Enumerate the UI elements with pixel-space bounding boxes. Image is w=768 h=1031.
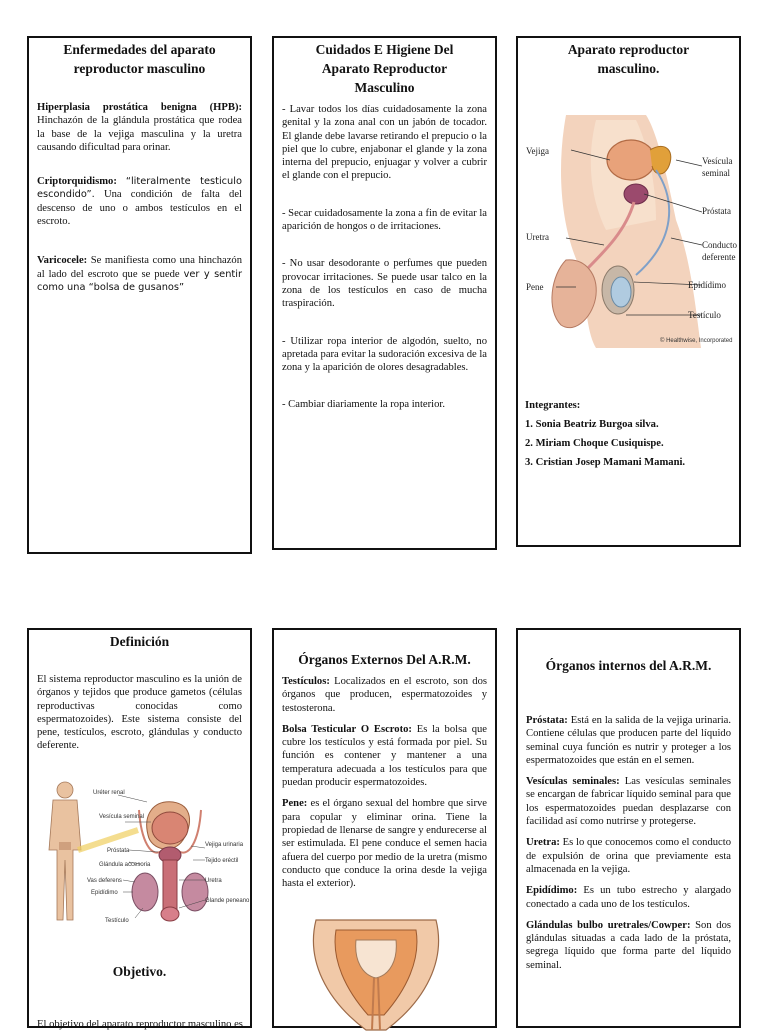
- label-testiculo: Testículo: [688, 310, 721, 320]
- cuidado-item: - Lavar todos los días cuidadosamente la zona genital y la zona anal con un jabón de tocador. El glande debe lavarse retirando el prepucio o la piel que lo cubre, enjabonar el glande y la zona interna del prepucio, enjuagar y volver a cubrir el glande con el prepucio.: [282, 104, 487, 182]
- anatomy-side-illustration: [526, 110, 736, 350]
- organ-item: [526, 714, 731, 767]
- member-item: 3. Cristian Josep Mamani Mamani.: [525, 457, 686, 468]
- member-item: 1. Sonia Beatriz Burgoa silva.: [525, 419, 659, 430]
- objetivo-text: El objetivo del aparato reproductor masculino es: [37, 1019, 243, 1030]
- panel-definicion: [27, 628, 252, 1028]
- organ-term: Testículos:: [282, 676, 330, 687]
- organ-item: [282, 723, 487, 789]
- objetivo-title: Objetivo.: [112, 964, 167, 979]
- label-vejiga: Vejiga: [526, 146, 549, 156]
- panel-enfermedades: [27, 36, 252, 554]
- label-vas: Vas deferens: [87, 878, 122, 884]
- cripto-text: Una condición de falta del descenso de uno o ambos testículos en el escroto.: [37, 189, 242, 228]
- anatomy-front-illustration: [43, 780, 250, 932]
- hpb-paragraph: [37, 101, 242, 154]
- cripto-quote: “literalmente testiculo escondido”.: [37, 176, 242, 201]
- varicocele-paragraph: [37, 254, 242, 294]
- organ-term: Glándulas bulbo uretrales/Cowper:: [526, 919, 691, 931]
- organ-term: Pene:: [282, 798, 308, 810]
- panel-title: Definición: [109, 634, 170, 649]
- organ-item: [526, 919, 731, 972]
- organ-term: Próstata:: [526, 715, 568, 726]
- organ-text: Es un tubo estrecho y alargado conectado a cada uno de los testículos.: [526, 885, 731, 910]
- bladder-icon: [607, 140, 655, 180]
- label-glandulas: Glándula accesoria: [99, 862, 151, 868]
- image-credit: © Healthwise, Incorporated: [660, 338, 733, 344]
- organ-term: Uretra:: [526, 837, 560, 849]
- label-uretra: Uretra: [205, 878, 222, 884]
- varicocele-term: Varicocele:: [37, 255, 88, 267]
- pelvis-illustration: [306, 920, 446, 1030]
- panel-cuidados: [272, 36, 497, 550]
- panel-title: Órganos internos del A.R.M.: [545, 658, 712, 673]
- label-glande: Glande peneano: [205, 898, 250, 904]
- cripto-term: Criptorquidismo:: [37, 176, 117, 188]
- label-vesicula: Vesícula seminal: [99, 814, 145, 820]
- label-epididimo: Epidídimo: [91, 890, 118, 896]
- label-seminal: seminal: [702, 168, 730, 178]
- panel-title: Órganos Externos Del A.R.M.: [298, 652, 471, 667]
- organ-text: Localizados en el escroto, son dos órganos que producen, espermatozoides y testosterona.: [282, 676, 487, 714]
- organ-text: Son dos glándulas situadas a cada lado de la próstata, segrega líquido que forma parte del líquido seminal.: [526, 919, 731, 971]
- label-tejido: Tejido eréctil: [205, 858, 239, 864]
- label-prostata: Próstata: [107, 848, 130, 854]
- organ-text: Está en la salida de la vejiga urinaria. Contiene células que producen parte del líquido seminal cuya función es nutrir y proteger a los espermatozoides que están en el semen.: [526, 715, 731, 766]
- definicion-text: El sistema reproductor masculino es la unión de órganos y tejidos que produce gametos (células reproductivas conocidas como espermatozoides). Este sistema consiste del pene, testículos, escroto, glándulas y conducto deferente.: [37, 674, 242, 752]
- organ-item: [282, 797, 487, 890]
- organ-text: Es la bolsa que cubre los testículos y está formada por piel. Su función es contener y mantener a una temperatura adecuada a los testículos para que puedan producir espermatozoides.: [282, 723, 487, 789]
- panel-aparato: [516, 36, 741, 547]
- cripto-paragraph: [37, 175, 242, 228]
- cuidado-item: - Secar cuidadosamente la zona a fin de evitar la aparición de hongos o de irritaciones.: [282, 207, 488, 233]
- member-item: 2. Miriam Choque Cusiquispe.: [525, 438, 664, 449]
- label-ureter: Uréter renal: [93, 790, 125, 796]
- panel-title: Enfermedades del aparato reproductor masculino: [63, 42, 216, 76]
- organ-item: [526, 836, 731, 876]
- label-testiculo: Testículo: [105, 918, 129, 924]
- organ-item: [526, 775, 731, 828]
- panel-title: Aparato reproductor masculino.: [567, 42, 690, 76]
- organ-text: es el órgano sexual del hombre que sirve para copular y eliminar orina. Tiene la propiedad de llenarse de sangre y endurecerse al ser estimulada. El pene conduce el semen hacia afuera del cuerpo por medio de la uretra (mismo conducto que conduce la orina desde la vejiga hasta el exterior).: [282, 798, 488, 890]
- cuidado-item: - Cambiar diariamente la ropa interior.: [282, 399, 445, 411]
- cuidado-item: - No usar desodorante o perfumes que pueden provocar irritaciones. Se puede usar talco en la zona de los testículos en caso de mucha traspiración.: [282, 258, 487, 310]
- organ-item: [526, 884, 731, 911]
- organ-term: Vesículas seminales:: [526, 776, 620, 788]
- hpb-text: Hinchazón de la glándula prostática que rodea la base de la vejiga masculina y la uretra causando dificultad para orinar.: [37, 115, 242, 153]
- label-vejiga: Vejiga urinaria: [205, 842, 244, 848]
- label-pene: Pene: [526, 282, 544, 292]
- label-vesicula: Vesícula: [702, 156, 733, 166]
- organ-text: Es lo que conocemos como el conducto de expulsión de orina que previamente esta almacenada en la vejiga.: [526, 837, 731, 875]
- varicocele-text: Se manifiesta como una hinchazón al lado del escroto que se puede: [37, 255, 242, 280]
- panel-title: Cuidados E Higiene Del Aparato Reproductor Masculino: [315, 42, 454, 95]
- label-uretra: Uretra: [526, 232, 549, 242]
- integrantes-label: Integrantes:: [525, 400, 581, 411]
- organ-term: Bolsa Testicular O Escroto:: [282, 723, 412, 735]
- organ-term: Epidídimo:: [526, 885, 578, 897]
- label-deferente: deferente: [702, 252, 736, 262]
- organ-item: [282, 675, 487, 715]
- hpb-term: Hiperplasia prostática benigna (HPB):: [37, 102, 242, 113]
- organ-text: Las vesículas seminales se encargan de fabricar líquido seminal para que los espermatozoides puedan desplazarse con facilidad así como nutrirse y protegerse.: [526, 776, 731, 828]
- label-epididimo: Epidídimo: [688, 280, 726, 290]
- cuidado-item: - Utilizar ropa interior de algodón, suelto, no apretada para evitar la sudoración excesiva de la zona y la aparición de olores desagradables.: [282, 335, 487, 374]
- panel-organos-externos: [272, 628, 497, 1028]
- panel-organos-internos: [516, 628, 741, 1028]
- label-conducto: Conducto: [702, 240, 737, 250]
- label-prostata: Próstata: [702, 206, 731, 216]
- varicocele-quote: ver y sentir como una “bolsa de gusanos”: [37, 268, 242, 293]
